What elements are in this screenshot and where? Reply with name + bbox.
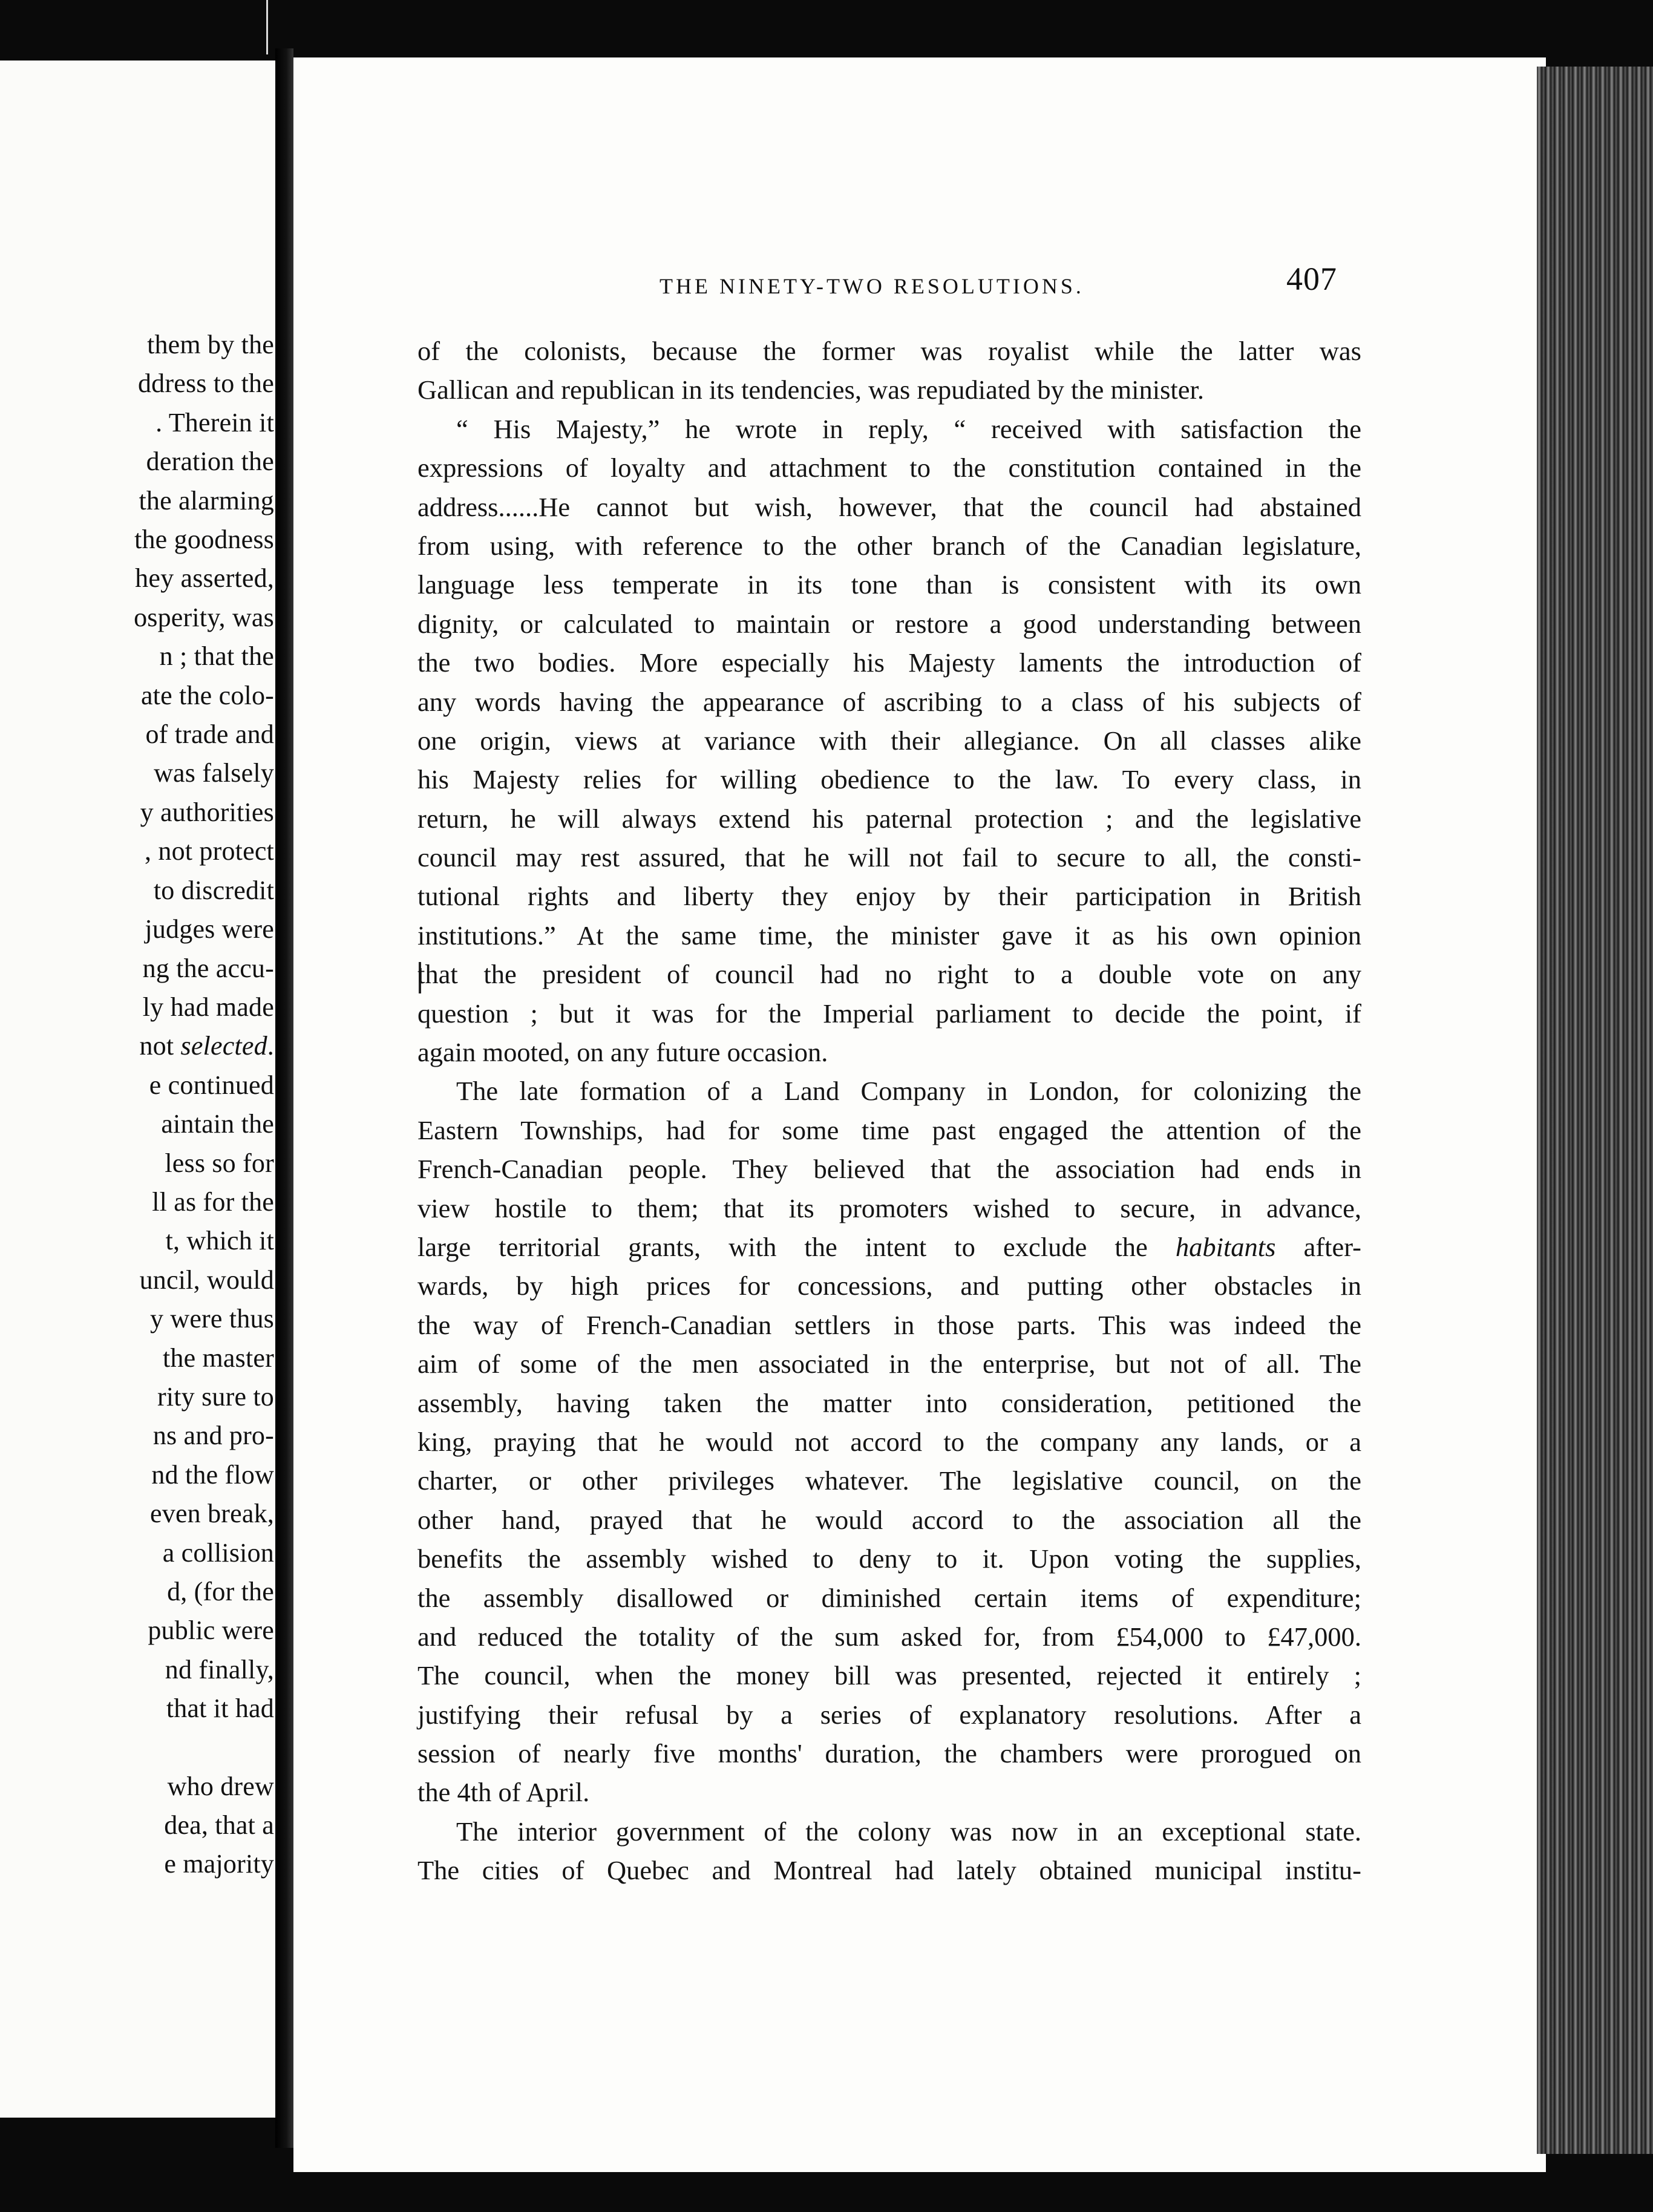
running-head: THE NINETY-TWO RESOLUTIONS. bbox=[660, 274, 1084, 298]
body-line: view hostile to them; that its promoters wished to secure, in advance, bbox=[417, 1193, 1361, 1223]
body-line: session of nearly five months' duration, the chambers were prorogued on bbox=[417, 1738, 1361, 1769]
body-line: question ; but it was for the Imperial parliament to decide the point, if bbox=[417, 998, 1361, 1029]
left-page-line: dea, that a bbox=[164, 1810, 274, 1841]
body-line: benefits the assembly wished to deny to it. Upon voting the supplies, bbox=[417, 1543, 1361, 1574]
left-page-line: the goodness bbox=[134, 525, 274, 555]
left-page-line: of trade and bbox=[145, 719, 274, 750]
page-number: 407 bbox=[1286, 261, 1337, 297]
body-line: his Majesty relies for willing obedience to the law. To every class, in bbox=[417, 764, 1361, 795]
body-line: The interior government of the colony was now in an exceptional state. bbox=[456, 1816, 1361, 1847]
body-line: Eastern Townships, had for some time past engaged the attention of the bbox=[417, 1114, 1361, 1145]
left-page-line: ll as for the bbox=[152, 1186, 274, 1217]
left-page-line: osperity, was bbox=[134, 602, 274, 632]
left-page-line: deration the bbox=[146, 447, 274, 477]
body-line: aim of some of the men associated in the enterprise, but not of all. The bbox=[417, 1349, 1361, 1379]
left-page-line: judges were bbox=[145, 914, 274, 944]
body-line: institutions.” At the same time, the minister gave it as his own opinion bbox=[417, 920, 1361, 951]
scan-artifact bbox=[266, 0, 268, 54]
italic-word: selected bbox=[180, 1031, 267, 1061]
body-line: “ His Majesty,” he wrote in reply, “ received with satisfaction the bbox=[456, 413, 1361, 444]
left-page-fragment bbox=[0, 61, 275, 2118]
left-page-line: , not protect bbox=[145, 836, 274, 866]
body-line: and reduced the totality of the sum asked for, from £54,000 to £47,000. bbox=[417, 1621, 1361, 1652]
body-line: wards, by high prices for concessions, and putting other obstacles in bbox=[417, 1271, 1361, 1301]
left-page-line: y were thus bbox=[149, 1304, 274, 1334]
body-line: language less temperate in its tone than is consistent with its own bbox=[417, 569, 1361, 600]
left-page-line: ddress to the bbox=[137, 368, 274, 399]
italic-word: habitants bbox=[1175, 1231, 1276, 1262]
body-line: king, praying that he would not accord to the company any lands, or a bbox=[417, 1426, 1361, 1457]
left-page-line: ng the accu- bbox=[142, 953, 274, 983]
body-line: the way of French-Canadian settlers in those parts. This was indeed the bbox=[417, 1309, 1361, 1340]
body-line: other hand, prayed that he would accord to the association all the bbox=[417, 1504, 1361, 1535]
left-page-line: was falsely bbox=[154, 758, 274, 788]
body-line: address......He cannot but wish, however, that the council had abstained bbox=[417, 491, 1361, 522]
body-line: French-Canadian people. They believed that the association had ends in bbox=[417, 1154, 1361, 1185]
body-line: charter, or other privileges whatever. The legislative council, on the bbox=[417, 1465, 1361, 1496]
body-line: council may rest assured, that he will not fail to secure to all, the consti- bbox=[417, 842, 1361, 873]
body-line: any words having the appearance of ascribing to a class of his subjects of bbox=[417, 686, 1361, 717]
left-page-line: uncil, would bbox=[139, 1265, 274, 1295]
body-line: from using, with reference to the other branch of the Canadian legislature, bbox=[417, 530, 1361, 561]
left-page-line: ly had made bbox=[142, 992, 274, 1022]
body-line: justifying their refusal by a series of explanatory resolutions. After a bbox=[417, 1699, 1361, 1730]
left-page-text bbox=[0, 326, 275, 1884]
body-line: dignity, or calculated to maintain or restore a good understanding between bbox=[417, 608, 1361, 639]
left-page-line: that it had bbox=[166, 1693, 274, 1724]
left-page-line: the master bbox=[162, 1343, 274, 1373]
body-line: Gallican and republican in its tendencies, was repudiated by the minister. bbox=[417, 375, 1204, 405]
left-page-line: public were bbox=[148, 1615, 274, 1646]
left-page-line: to discredit bbox=[153, 875, 274, 905]
left-page-line: hey asserted, bbox=[135, 563, 274, 594]
left-page-line: aintain the bbox=[161, 1109, 274, 1139]
left-page-line bbox=[0, 1729, 275, 1767]
left-page-line: e continued bbox=[149, 1070, 274, 1100]
left-page-line: the alarming bbox=[139, 485, 274, 515]
left-page-line: ate the colo- bbox=[140, 680, 274, 710]
body-line: that the president of council had no right to a double vote on any bbox=[417, 959, 1361, 990]
left-page-line: y authorities bbox=[140, 797, 274, 827]
left-page-line: . Therein it bbox=[155, 407, 274, 437]
left-page-line: d, (for the bbox=[167, 1577, 274, 1606]
body-line: The council, when the money bill was presented, rejected it entirely ; bbox=[417, 1660, 1361, 1691]
body-line: the assembly disallowed or diminished certain items of expenditure; bbox=[417, 1582, 1361, 1613]
left-page-line: t, which it bbox=[165, 1226, 274, 1256]
left-page-line: them by the bbox=[147, 330, 274, 359]
body-line: the 4th of April. bbox=[417, 1777, 590, 1808]
body-line: large territorial grants, with the intent to exclude the habitants after- bbox=[417, 1231, 1362, 1262]
body-line: return, he will always extend his paternal protection ; and the legislative bbox=[417, 803, 1361, 834]
body-line: the two bodies. More especially his Majesty laments the introduction of bbox=[417, 647, 1361, 678]
left-page-line: n ; that the bbox=[159, 641, 274, 672]
left-page-line: not selected. bbox=[139, 1031, 274, 1061]
left-page-line: who drew bbox=[167, 1771, 274, 1801]
body-text bbox=[417, 332, 1361, 1890]
body-line: assembly, having taken the matter into consideration, petitioned the bbox=[417, 1387, 1361, 1418]
left-page-line: less so for bbox=[165, 1148, 274, 1178]
left-page-line: a collision bbox=[162, 1537, 274, 1568]
left-page-line: ns and pro- bbox=[152, 1421, 274, 1451]
page-edges bbox=[1537, 67, 1653, 2154]
body-line: The late formation of a Land Company in London, for colonizing the bbox=[456, 1076, 1361, 1107]
body-line: expressions of loyalty and attachment to the constitution contained in the bbox=[417, 453, 1361, 483]
body-line: of the colonists, because the former was royalist while the latter was bbox=[417, 336, 1361, 366]
body-line: one origin, views at variance with their allegiance. On all classes alike bbox=[417, 725, 1361, 756]
left-page-line: e majority bbox=[164, 1849, 274, 1879]
left-page-line: rity sure to bbox=[157, 1381, 274, 1412]
book-gutter bbox=[275, 48, 293, 2148]
body-line: tutional rights and liberty they enjoy by their participation in British bbox=[417, 881, 1361, 912]
left-page-line: nd finally, bbox=[165, 1654, 274, 1684]
body-line: The cities of Quebec and Montreal had lately obtained municipal institu- bbox=[417, 1855, 1361, 1886]
body-line: again mooted, on any future occasion. bbox=[417, 1037, 828, 1068]
left-page-line: nd the flow bbox=[151, 1459, 274, 1490]
left-page-line: even break, bbox=[150, 1499, 274, 1529]
